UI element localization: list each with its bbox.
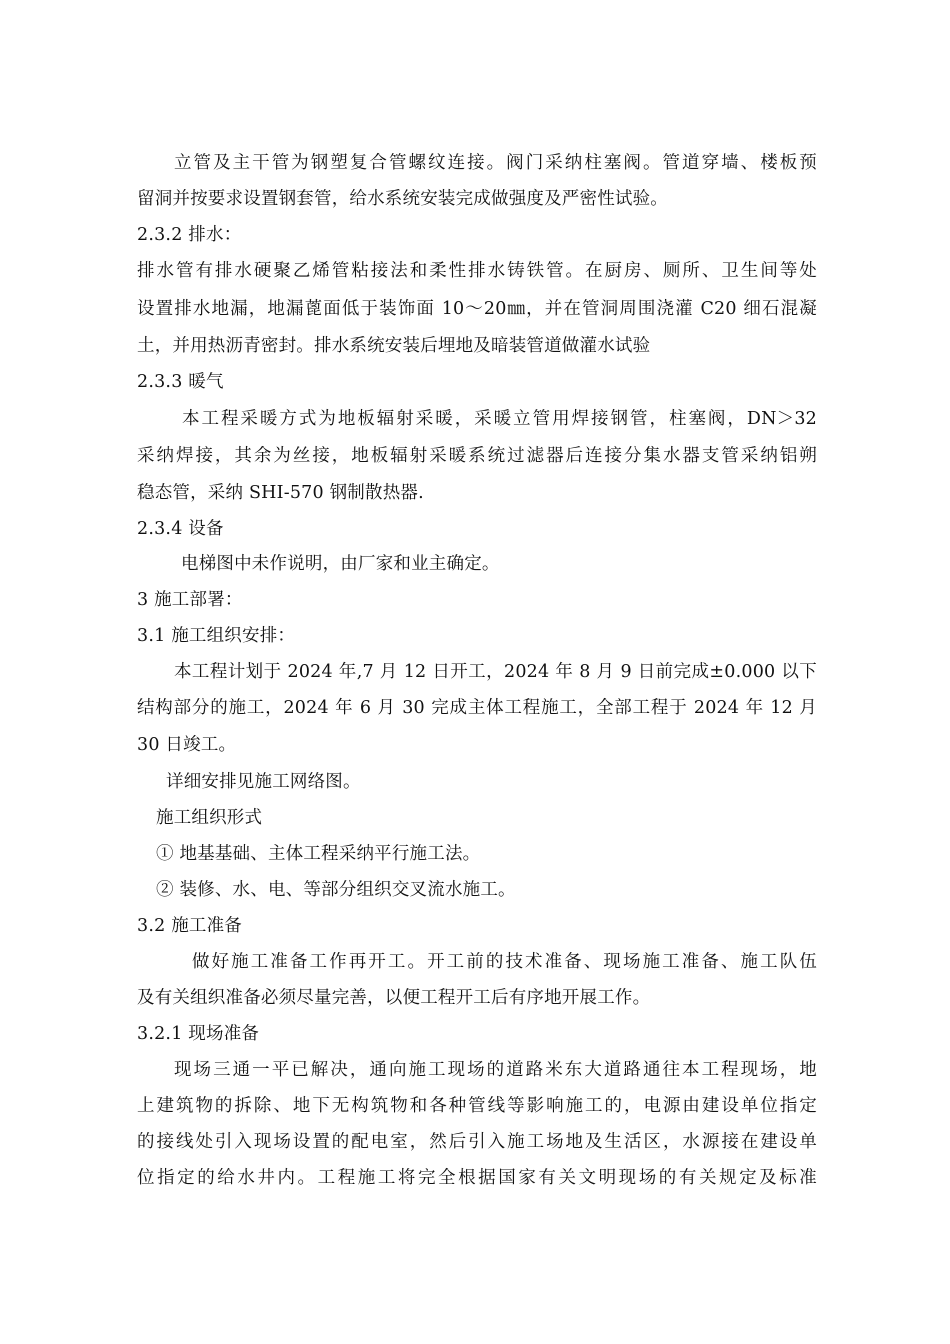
paragraph-line: 及有关组织准备必须尽量完善，以便工程开工后有序地开展工作。 [137,988,651,1008]
paragraph-line: 本工程计划于 2024 年,7 月 12 日开工，2024 年 8 月 9 日前完成±0.000 以下 [174,662,817,682]
paragraph-line: 本工程采暖方式为地板辐射采暖，采暖立管用焊接钢管，柱塞阀，DN＞32 [182,409,817,429]
section-heading: 2.3.2 排水： [137,225,242,245]
section-heading: 3.2.1 现场准备 [137,1024,260,1044]
paragraph-line: 的接线处引入现场设置的配电室，然后引入施工场地及生活区，水源接在建设单 [137,1132,817,1152]
paragraph-line: 上建筑物的拆除、地下无构筑物和各种管线等影响施工的，电源由建设单位指定 [137,1096,817,1116]
paragraph-line: 结构部分的施工，2024 年 6 月 30 完成主体工程施工，全部工程于 2024 年 12 月 [137,698,817,718]
paragraph-line: 设置排水地漏，地漏蓖面低于装饰面 10～20㎜，并在管洞周围浇灌 C20 细石混凝 [137,299,817,319]
paragraph-line: 稳态管，采纳 SHI-570 钢制散热器. [137,483,424,503]
paragraph-line: 现场三通一平已解决，通向施工现场的道路米东大道路通往本工程现场，地 [174,1060,817,1080]
paragraph-line: 留洞并按要求设置钢套管，给水系统安装完成做强度及严密性试验。 [137,189,668,209]
section-heading: 2.3.3 暖气 [137,372,224,392]
paragraph-line: 施工组织形式 [156,808,263,828]
paragraph-line: 采纳焊接，其余为丝接，地板辐射采暖系统过滤器后连接分集水器支管采纳铝朔 [137,446,817,466]
paragraph-line: 做好施工准备工作再开工。开工前的技术准备、现场施工准备、施工队伍 [192,952,817,972]
paragraph-line: 土，并用热沥青密封。排水系统安装后埋地及暗装管道做灌水试验 [137,336,651,356]
paragraph-line: 电梯图中未作说明，由厂家和业主确定。 [181,554,500,574]
section-heading: 2.3.4 设备 [137,519,224,539]
section-heading: 3.2 施工准备 [137,916,242,936]
list-item: ② 装修、水、电、等部分组织交叉流水施工。 [156,880,516,900]
paragraph-line: 位指定的给水井内。工程施工将完全根据国家有关文明现场的有关规定及标准 [137,1168,817,1188]
list-item: ① 地基基础、主体工程采纳平行施工法。 [156,844,481,864]
section-heading: 3.1 施工组织安排： [137,626,296,646]
paragraph-line: 详细安排见施工网络图。 [166,772,361,792]
paragraph-line: 立管及主干管为钢塑复合管螺纹连接。阀门采纳柱塞阀。管道穿墙、楼板预 [174,153,817,173]
section-heading: 3 施工部署： [137,590,243,610]
paragraph-line: 30 日竣工。 [137,735,237,755]
paragraph-line: 排水管有排水硬聚乙烯管粘接法和柔性排水铸铁管。在厨房、厕所、卫生间等处 [137,261,817,281]
